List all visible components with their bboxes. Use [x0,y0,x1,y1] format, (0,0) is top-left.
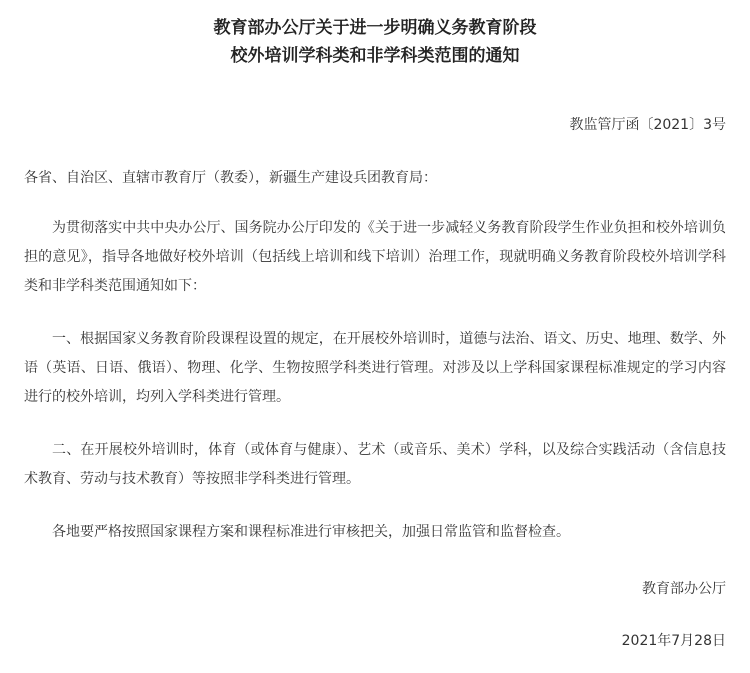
notice-title-line2: 校外培训学科类和非学科类范围的通知 [230,46,520,66]
issue-date: 2021年7月28日 [621,633,726,649]
notice-title-line1: 教育部办公厅关于进一步明确义务教育阶段 [213,18,537,38]
paragraph-item-2: 二、在开展校外培训时，体育（或体育与健康）、艺术（或音乐、美术）学科，以及综合实践活动（含信息技术教育、劳动与技术教育）等按照非学科类进行管理。 [24,442,726,487]
paragraph-item-1: 一、根据国家义务教育阶段课程设置的规定，在开展校外培训时，道德与法治、语文、历史、地理、数学、外语（英语、日语、俄语）、物理、化学、生物按照学科类进行管理。对涉及以上学科国家课程标准规定的学习内容进行的校外培训，均列入学科类进行管理。 [24,331,726,405]
paragraph-closing: 各地要严格按照国家课程方案和课程标准进行审核把关，加强日常监管和监督检查。 [52,524,570,540]
issuer-signature: 教育部办公厅 [642,581,726,597]
paragraph-intro: 为贯彻落实中共中央办公厅、国务院办公厅印发的《关于进一步减轻义务教育阶段学生作业负担和校外培训负担的意见》，指导各地做好校外培训（包括线上培训和线下培训）治理工作，现就明确义务教育阶段校外培训学科类和非学科类范围通知如下： [24,220,726,294]
notice-title [24,0,726,70]
salutation: 各省、自治区、直辖市教育厅（教委），新疆生产建设兵团教育局： [24,170,437,186]
document-number: 教监管厅函〔2021〕3号 [569,117,726,133]
